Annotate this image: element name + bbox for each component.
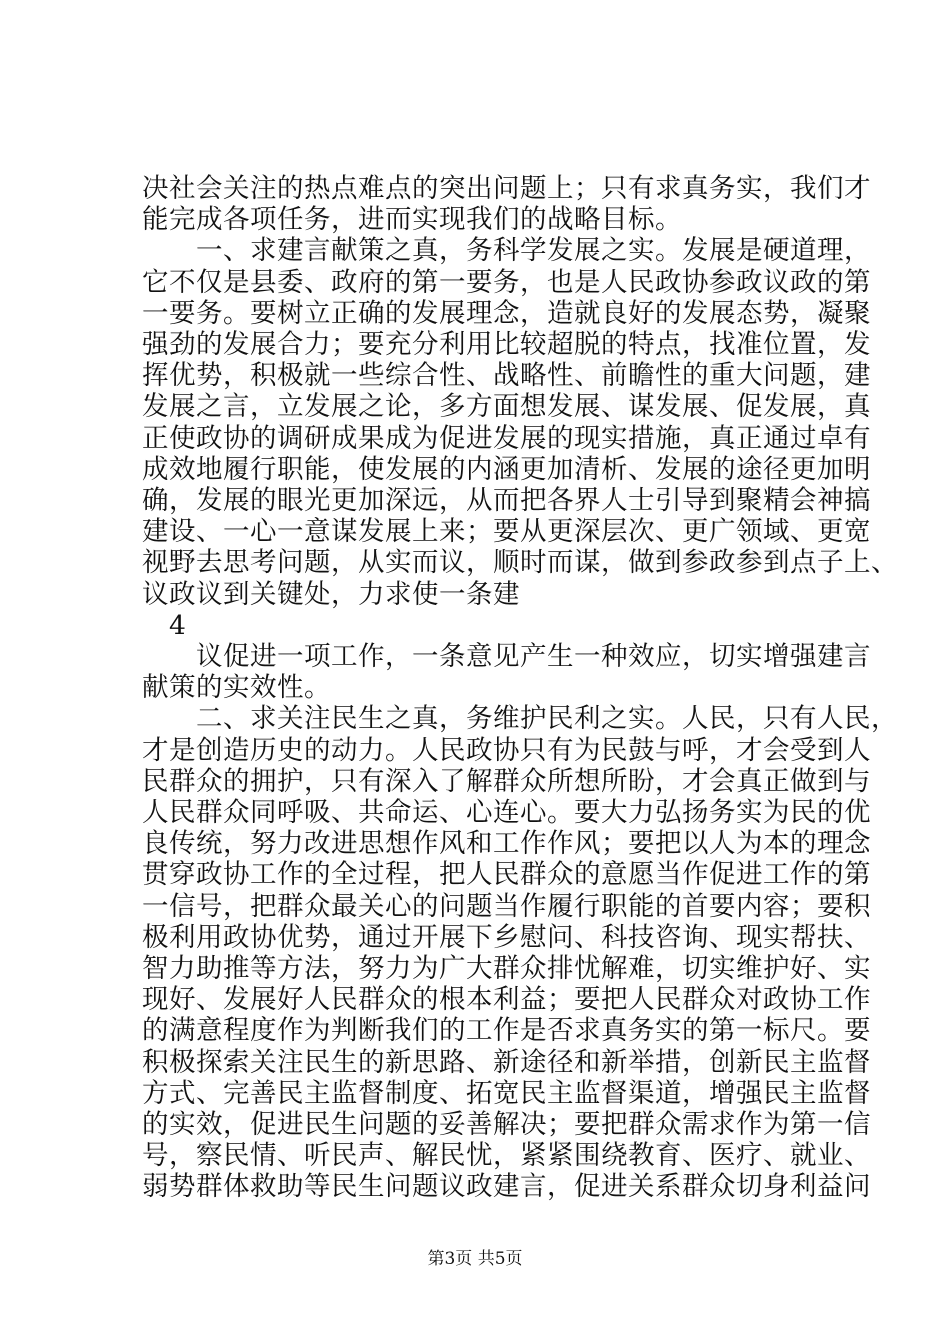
text-line: 的实效，促进民生问题的妥善解决；要把群众需求作为第一信 <box>142 1109 871 1140</box>
text-line: 议促进一项工作，一条意见产生一种效应，切实增强建言 <box>142 641 871 672</box>
text-line: 正使政协的调研成果成为促进发展的现实措施，真正通过卓有 <box>142 422 871 454</box>
text-line: 的满意程度作为判断我们的工作是否求真务实的第一标尺。要 <box>142 1015 871 1047</box>
text-line: 一信号，把群众最关心的问题当作履行职能的首要内容；要积 <box>142 890 871 922</box>
text-line: 建设、一心一意谋发展上来；要从更深层次、更广领域、更宽 <box>142 516 871 548</box>
text-line: 视野去思考问题，从实而议，顺时而谋，做到参政参到点子上、 <box>142 547 898 579</box>
text-line: 良传统，努力改进思想作风和工作作风；要把以人为本的理念 <box>142 828 871 860</box>
text-line: 发展之言，立发展之论，多方面想发展、谋发展、促发展，真 <box>142 391 871 423</box>
text-line: 智力助推等方法，努力为广大群众排忧解难，切实维护好、实 <box>142 953 871 984</box>
page-number-footer: 第3页 共5页 <box>427 1249 523 1269</box>
text-line: 挥优势，积极就一些综合性、战略性、前瞻性的重大问题，建 <box>142 360 871 392</box>
text-line-page-marker: 4 <box>142 609 187 641</box>
text-line: 二、求关注民生之真，务维护民利之实。人民，只有人民， <box>142 703 898 735</box>
text-line: 一、求建言献策之真，务科学发展之实。发展是硬道理， <box>142 235 871 267</box>
text-line: 极利用政协优势，通过开展下乡慰问、科技咨询、现实帮扶、 <box>142 921 871 953</box>
text-line: 贯穿政协工作的全过程，把人民群众的意愿当作促进工作的第 <box>142 859 871 891</box>
text-line: 人民群众同呼吸、共命运、心连心。要大力弘扬务实为民的优 <box>142 797 871 828</box>
text-line: 确，发展的眼光更加深远，从而把各界人士引导到聚精会神搞 <box>142 485 871 516</box>
text-line: 决社会关注的热点难点的突出问题上；只有求真务实，我们才 <box>142 173 871 204</box>
text-line: 它不仅是县委、政府的第一要务，也是人民政协参政议政的第 <box>142 266 871 298</box>
text-line: 成效地履行职能，使发展的内涵更加清析、发展的途径更加明 <box>142 453 871 485</box>
text-line: 能完成各项任务，进而实现我们的战略目标。 <box>142 204 682 236</box>
text-line: 才是创造历史的动力。人民政协只有为民鼓与呼，才会受到人 <box>142 734 871 766</box>
text-line: 议政议到关键处，力求使一条建 <box>142 578 520 610</box>
text-line: 现好、发展好人民群众的根本利益；要把人民群众对政协工作 <box>142 984 871 1016</box>
text-line: 一要务。要树立正确的发展理念，造就良好的发展态势，凝聚 <box>142 297 871 329</box>
text-line: 献策的实效性。 <box>142 672 331 704</box>
text-line: 民群众的拥护，只有深入了解群众所想所盼，才会真正做到与 <box>142 765 871 797</box>
text-line: 强劲的发展合力；要充分利用比较超脱的特点，找准位置，发 <box>142 329 871 360</box>
text-line: 号，察民情、听民声、解民忧，紧紧围绕教育、医疗、就业、 <box>142 1140 871 1172</box>
text-line: 弱势群体救助等民生问题议政建言，促进关系群众切身利益问 <box>142 1171 871 1203</box>
text-line: 积极探索关注民生的新思路、新途径和新举措，创新民主监督 <box>142 1046 871 1078</box>
text-line: 方式、完善民主监督制度、拓宽民主监督渠道，增强民主监督 <box>142 1077 871 1109</box>
